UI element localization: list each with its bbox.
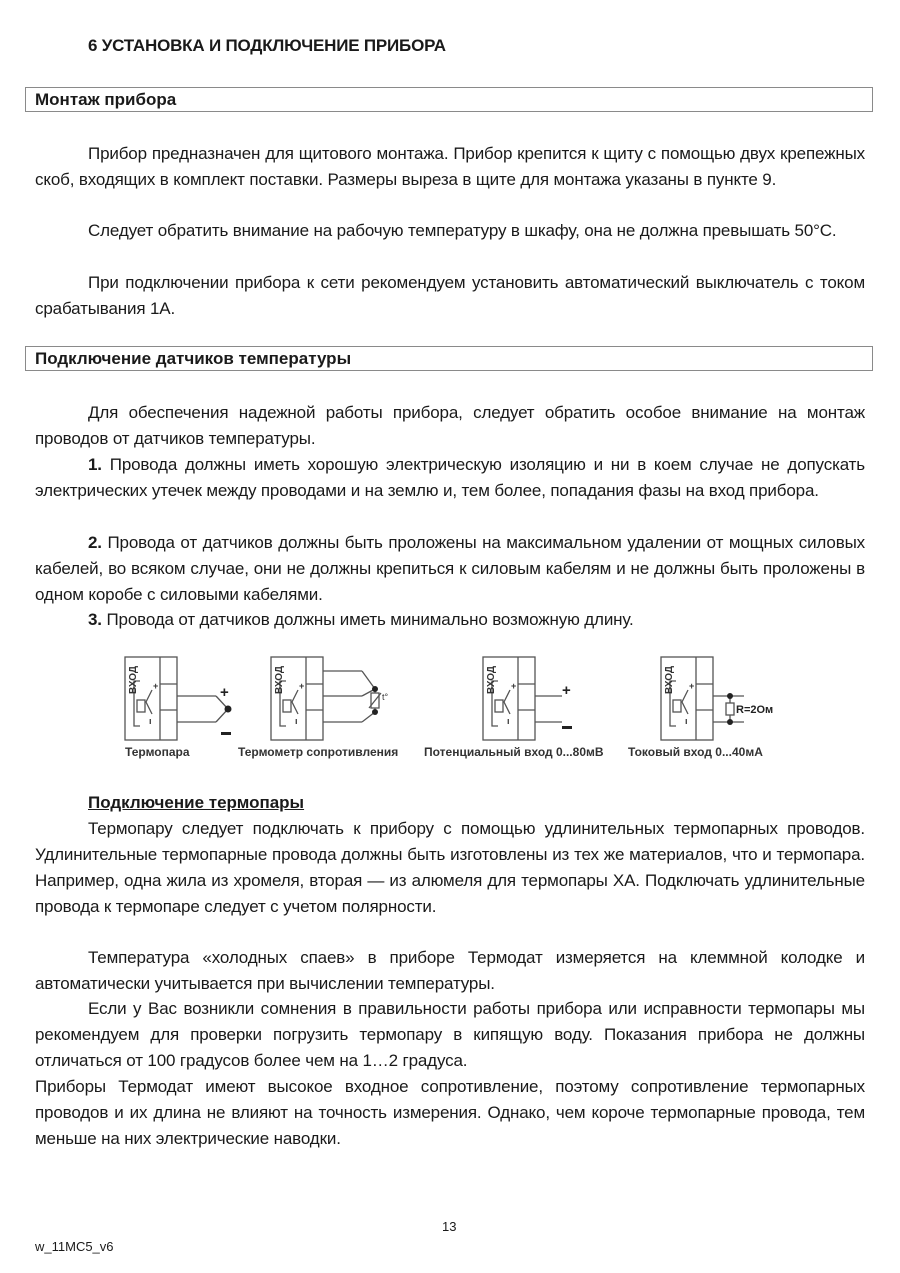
diagram-current-input [660, 656, 780, 746]
subsection-title-thermocouple: Подключение термопары [88, 793, 305, 812]
paragraph-mounting-3: При подключении прибора к сети рекомендуем установить автоматический выключатель с током срабатывания 1А. [35, 273, 865, 318]
list-item-3: 3. Провода от датчиков должны иметь минимально возможную длину. [88, 610, 634, 629]
list-item-number: 3. [88, 610, 102, 629]
potential-input-wiring-icon [482, 656, 592, 746]
paragraph-thermocouple-4: Приборы Термодат имеют высокое входное сопротивление, поэтому сопротивление термопарных проводов и их длина не влияют на точность измерения. Однако, чем короче термопарные провода, тем меньше на них электрические наводки. [35, 1077, 865, 1148]
page-number: 13 [442, 1219, 457, 1234]
current-input-wiring-icon [660, 656, 780, 746]
svg-text:+: + [299, 681, 305, 691]
paragraph-mounting-2: Следует обратить внимание на рабочую температуру в шкафу, она не должна превышать 50°С. [88, 221, 837, 240]
resistance-thermometer-wiring-icon [270, 656, 400, 746]
svg-text:+: + [562, 682, 571, 699]
section-header-sensors: Подключение датчиков температуры [25, 346, 873, 371]
svg-text:ı: ı [295, 716, 298, 726]
list-item-1: 1. Провода должны иметь хорошую электрическую изоляцию и ни в коем случае не допускать электрических утечек между проводами и на землю и, тем более, попадания фазы на вход прибора. [35, 455, 866, 500]
svg-text:ı: ı [149, 716, 152, 726]
svg-text:ВХОД: ВХОД [486, 665, 497, 694]
svg-text:t°: t° [382, 692, 389, 702]
thermocouple-wiring-icon [124, 656, 244, 746]
section-header-mounting: Монтаж прибора [25, 87, 873, 112]
list-item-number: 1. [88, 455, 102, 474]
svg-text:+: + [153, 681, 159, 691]
svg-text:+: + [511, 681, 517, 691]
diagram-potential-input [482, 656, 592, 746]
paragraph-mounting-1: Прибор предназначен для щитового монтажа. Прибор крепится к щиту с помощью двух крепежных скоб, входящих в комплект поставки. Размеры выреза в щите для монтажа указаны в пункте 9. [35, 144, 865, 189]
svg-text:R=2Ом: R=2Ом [736, 704, 774, 716]
svg-text:ı: ı [507, 716, 510, 726]
paragraph-thermocouple-1: Термопару следует подключать к прибору с помощью удлинительных термопарных проводов. Удлинительные термопарные провода должны быть изготовлены из тех же материалов, что и термопара. Например, одна жила из хромеля, вторая — из алюмеля для термопары ХА. Подключать удлинительные провода к термопаре следует с учетом полярности. [35, 819, 865, 916]
paragraph-thermocouple-2: Температура «холодных спаев» в приборе Термодат измеряется на клеммной колодке и автоматически учитывается при вычислении температуры. [35, 948, 865, 993]
paragraph-sensors-intro: Для обеспечения надежной работы прибора, следует обратить особое внимание на монтаж проводов от датчиков температуры. [35, 403, 865, 448]
paragraph-thermocouple-3: Если у Вас возникли сомнения в правильности работы прибора или исправности термопары мы рекомендуем для проверки погрузить термопару в кипящую воду. Показания прибора не должны отличаться от 100 градусов более чем на 1…2 градуса. [35, 999, 865, 1070]
svg-text:ВХОД: ВХОД [274, 665, 285, 694]
diagram-thermocouple [124, 656, 244, 746]
svg-text:ВХОД: ВХОД [664, 665, 675, 694]
document-code: w_11MC5_v6 [35, 1239, 114, 1254]
chapter-title: 6 УСТАНОВКА И ПОДКЛЮЧЕНИЕ ПРИБОРА [88, 36, 446, 55]
svg-text:ВХОД: ВХОД [128, 665, 139, 694]
svg-text:ı: ı [685, 716, 688, 726]
caption-resistance-thermometer: Термометр сопротивления [238, 745, 399, 759]
svg-text:+: + [689, 681, 695, 691]
diagram-resistance-thermometer [270, 656, 400, 746]
list-item-number: 2. [88, 533, 102, 552]
caption-potential-input: Потенциальный вход 0...80мВ [424, 745, 604, 759]
svg-text:+: + [220, 684, 229, 701]
caption-current-input: Токовый вход 0...40мА [628, 745, 763, 759]
list-item-2: 2. Провода от датчиков должны быть проложены на максимальном удалении от мощных силовых кабелей, во всяком случае, они не должны крепиться к силовым кабелям и не должны быть проложены в одном коробе с силовыми кабелями. [35, 533, 865, 604]
caption-thermocouple: Термопара [125, 745, 190, 759]
